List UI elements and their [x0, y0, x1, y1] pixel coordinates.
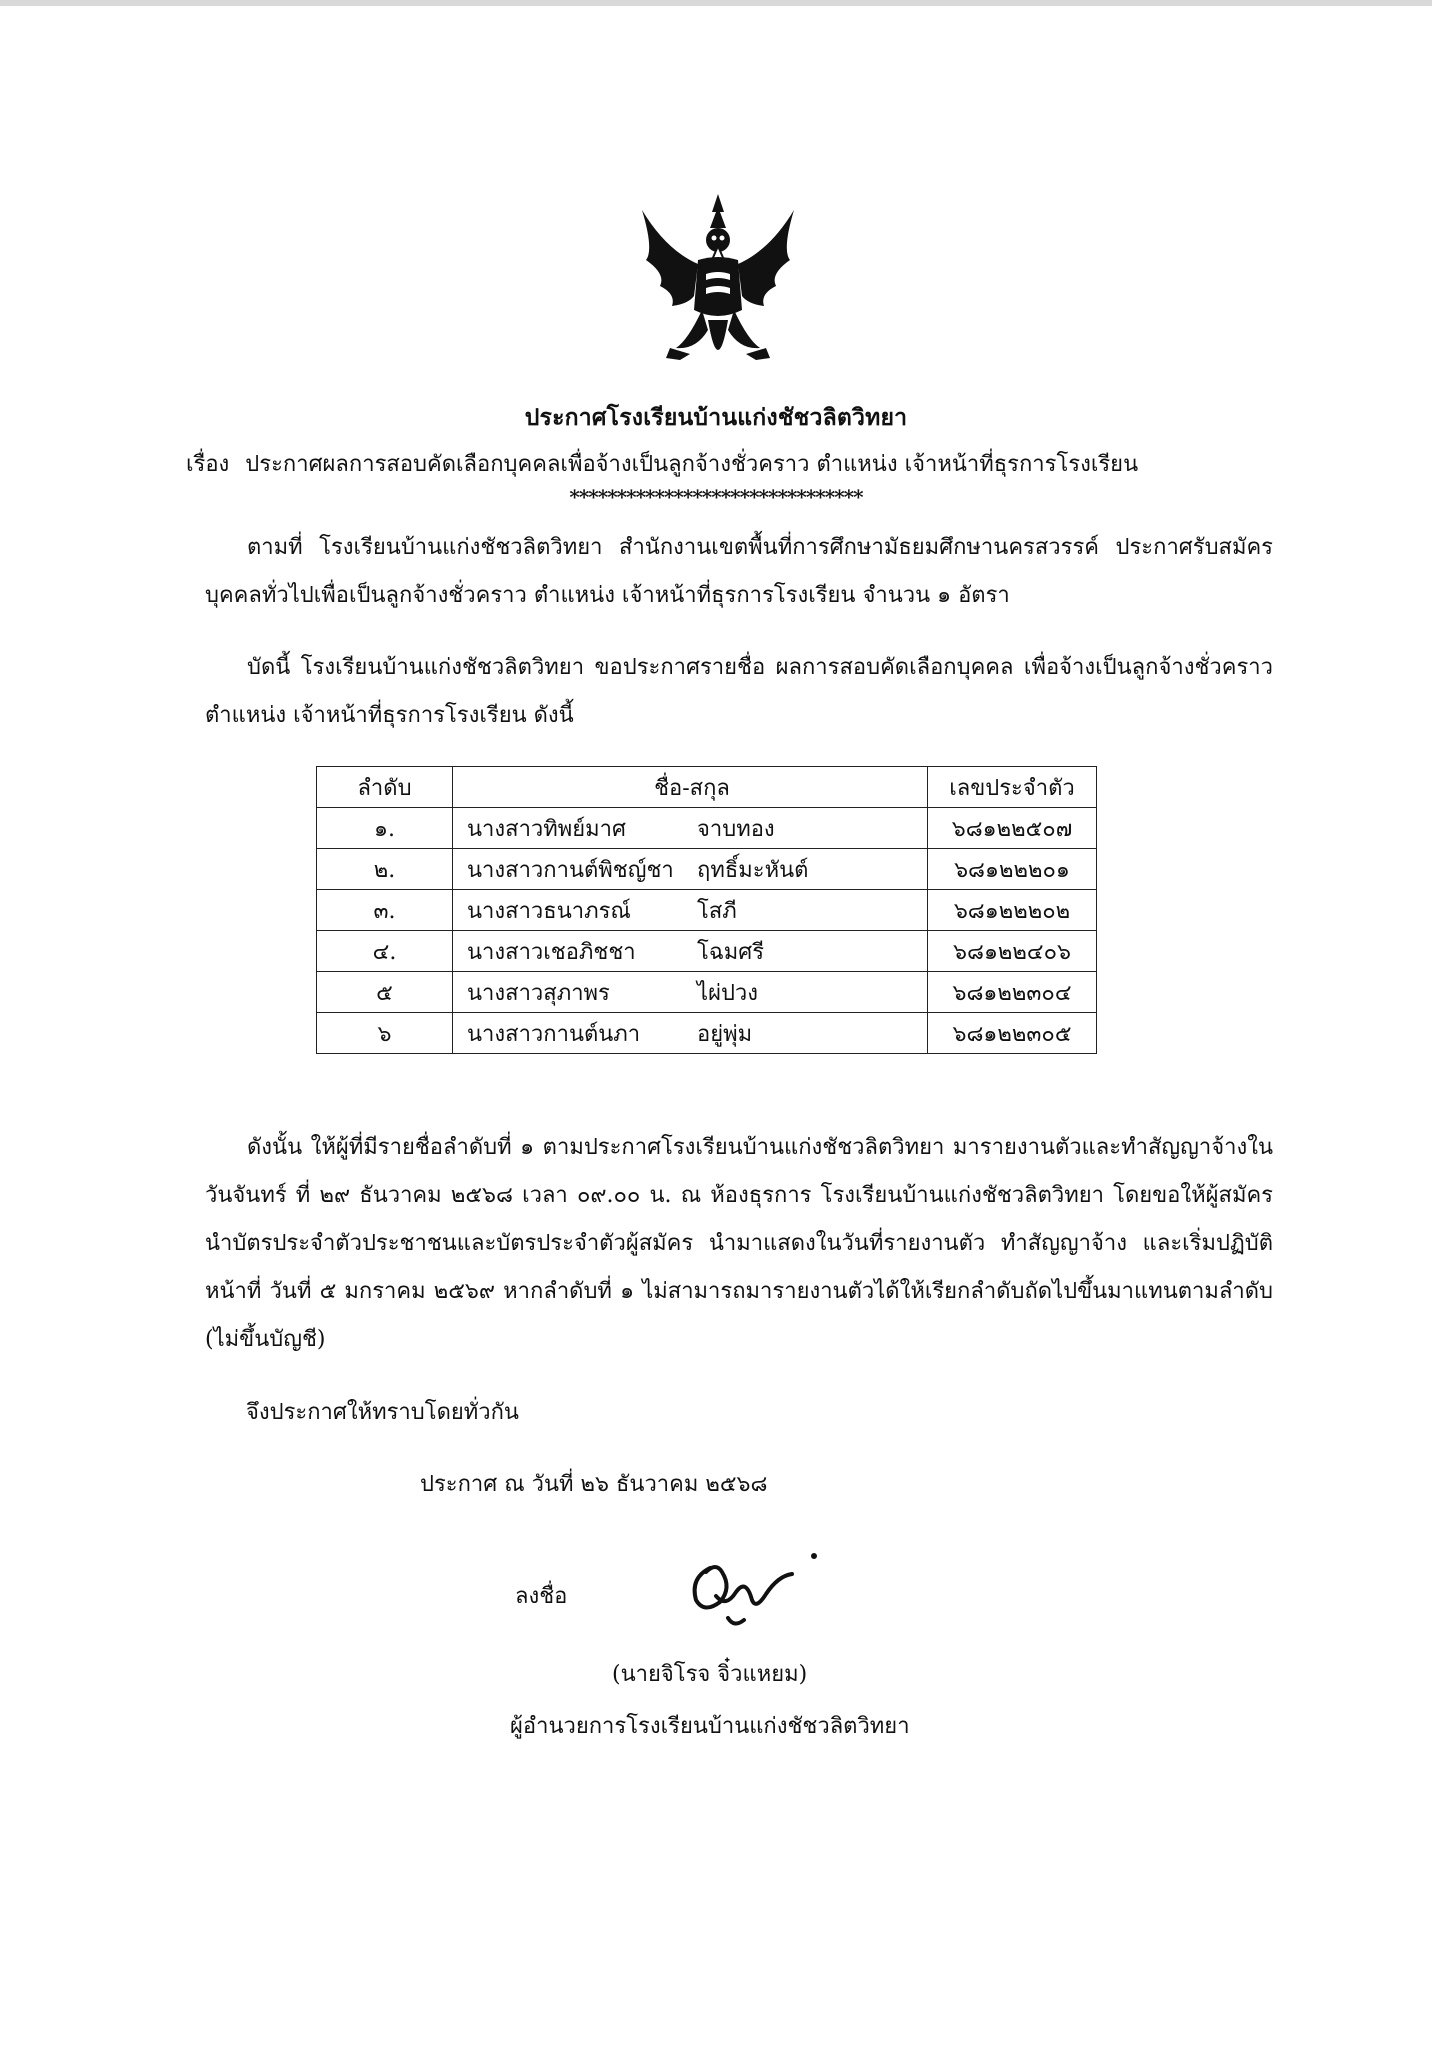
- sign-label: ลงชื่อ: [515, 1584, 568, 1609]
- table-row: [317, 972, 1097, 1013]
- header-id: เลขประจำตัว: [928, 767, 1097, 808]
- row-name: [453, 849, 928, 890]
- row-id: ๖๘๑๒๒๓๐๕: [928, 1013, 1097, 1054]
- results-table: [316, 766, 1097, 1054]
- signer-title: ผู้อำนวยการโรงเรียนบ้านแก่งชัชวลิตวิทยา: [510, 1714, 910, 1739]
- row-id: ๖๘๑๒๒๓๐๔: [928, 972, 1097, 1013]
- header-order: ลำดับ: [317, 767, 453, 808]
- table-header-row: [317, 767, 1097, 808]
- row-order: ๔.: [317, 931, 453, 972]
- row-last-name: โสภี: [697, 898, 737, 924]
- signer-name: (นายจิโรจ จิ๋วแหยม): [612, 1662, 808, 1687]
- row-order: ๒.: [317, 849, 453, 890]
- row-last-name: โฉมศรี: [697, 939, 765, 965]
- header-name: ชื่อ-สกุล: [453, 767, 928, 808]
- row-last-name: ฤทธิ์มะหันต์: [697, 857, 809, 883]
- announcement-date: ประกาศ ณ วันที่ ๒๖ ธันวาคม ๒๕๖๘: [420, 1472, 768, 1497]
- row-name: [453, 890, 928, 931]
- paragraph-intro-text: ตามที่ โรงเรียนบ้านแก่งชัชวลิตวิทยา สำนักงานเขตพื้นที่การศึกษามัธยมศึกษานครสวรรค์ ประกาศรับสมัครบุคคลทั่วไปเพื่อเป็นลูกจ้างชั่วคราว ตำแหน่ง เจ้าหน้าที่ธุรการโรงเรียน จำนวน ๑ อัตรา: [205, 535, 1273, 608]
- row-first-name: นางสาวทิพย์มาศ: [467, 816, 626, 842]
- table-row: [317, 890, 1097, 931]
- announcement-title: ประกาศโรงเรียนบ้านแก่งชัชวลิตวิทยา: [524, 404, 908, 431]
- row-order: ๓.: [317, 890, 453, 931]
- row-name: [453, 808, 928, 849]
- row-first-name: นางสาวกานต์นภา: [467, 1021, 641, 1047]
- row-name: [453, 972, 928, 1013]
- paragraph-announce-text: บัดนี้ โรงเรียนบ้านแก่งชัชวลิตวิทยา ขอประกาศรายชื่อ ผลการสอบคัดเลือกบุคคล เพื่อจ้างเป็นลูกจ้างชั่วคราว ตำแหน่ง เจ้าหน้าที่ธุรการโรงเรียน ดังนี้: [205, 655, 1273, 728]
- row-first-name: นางสาวธนาภรณ์: [467, 898, 631, 924]
- row-first-name: นางสาวเชอภิชชา: [467, 939, 636, 965]
- row-order: ๕: [317, 972, 453, 1013]
- subject-line: [186, 446, 1306, 481]
- row-last-name: ไผ่ปวง: [697, 980, 759, 1006]
- subject-label: เรื่อง: [186, 452, 230, 477]
- row-order: ๖: [317, 1013, 453, 1054]
- table-row: [317, 1013, 1097, 1054]
- signature-icon: [670, 1548, 830, 1638]
- separator: *******************************: [569, 485, 863, 509]
- row-id: ๖๘๑๒๒๒๐๒: [928, 890, 1097, 931]
- table-row: [317, 808, 1097, 849]
- row-first-name: นางสาวกานต์พิชญ์ชา: [467, 857, 674, 883]
- garuda-emblem-icon: [636, 190, 800, 380]
- row-name: [453, 1013, 928, 1054]
- closing-statement: จึงประกาศให้ทราบโดยทั่วกัน: [246, 1400, 519, 1425]
- scan-edge: [0, 0, 1432, 6]
- row-id: ๖๘๑๒๒๕๐๗: [928, 808, 1097, 849]
- paragraph-instructions: [205, 1124, 1273, 1364]
- row-first-name: นางสาวสุภาพร: [467, 980, 610, 1006]
- row-id: ๖๘๑๒๒๔๐๖: [928, 931, 1097, 972]
- row-order: ๑.: [317, 808, 453, 849]
- paragraph-intro: [205, 524, 1273, 620]
- table-row: [317, 931, 1097, 972]
- row-id: ๖๘๑๒๒๒๐๑: [928, 849, 1097, 890]
- table-row: [317, 849, 1097, 890]
- paragraph-instructions-text: ดังนั้น ให้ผู้ที่มีรายชื่อลำดับที่ ๑ ตามประกาศโรงเรียนบ้านแก่งชัชวลิตวิทยา มารายงานตัวและทำสัญญาจ้างในวันจันทร์ ที่ ๒๙ ธันวาคม ๒๕๖๘ เวลา ๐๙.๐๐ น. ณ ห้องธุรการ โรงเรียนบ้านแก่งชัชวลิตวิทยา โดยขอให้ผู้สมัครนำบัตรประจำตัวประชาชนและบัตรประจำตัวผู้สมัคร นำมาแสดงในวันที่รายงานตัว ทำสัญญาจ้าง และเริ่มปฏิบัติหน้าที่ วันที่ ๕ มกราคม ๒๕๖๙ หากลำดับที่ ๑ ไม่สามารถมารายงานตัวได้ให้เรียกลำดับถัดไปขึ้นมาแทนตามลำดับ (ไม่ขึ้นบัญชี): [205, 1135, 1273, 1352]
- row-name: [453, 931, 928, 972]
- row-last-name: อยู่พุ่ม: [697, 1021, 753, 1047]
- subject-text: ประกาศผลการสอบคัดเลือกบุคคลเพื่อจ้างเป็นลูกจ้างชั่วคราว ตำแหน่ง เจ้าหน้าที่ธุรการโรงเรียน: [245, 452, 1139, 477]
- paragraph-announce: [205, 644, 1273, 740]
- row-last-name: จาบทอง: [697, 816, 775, 842]
